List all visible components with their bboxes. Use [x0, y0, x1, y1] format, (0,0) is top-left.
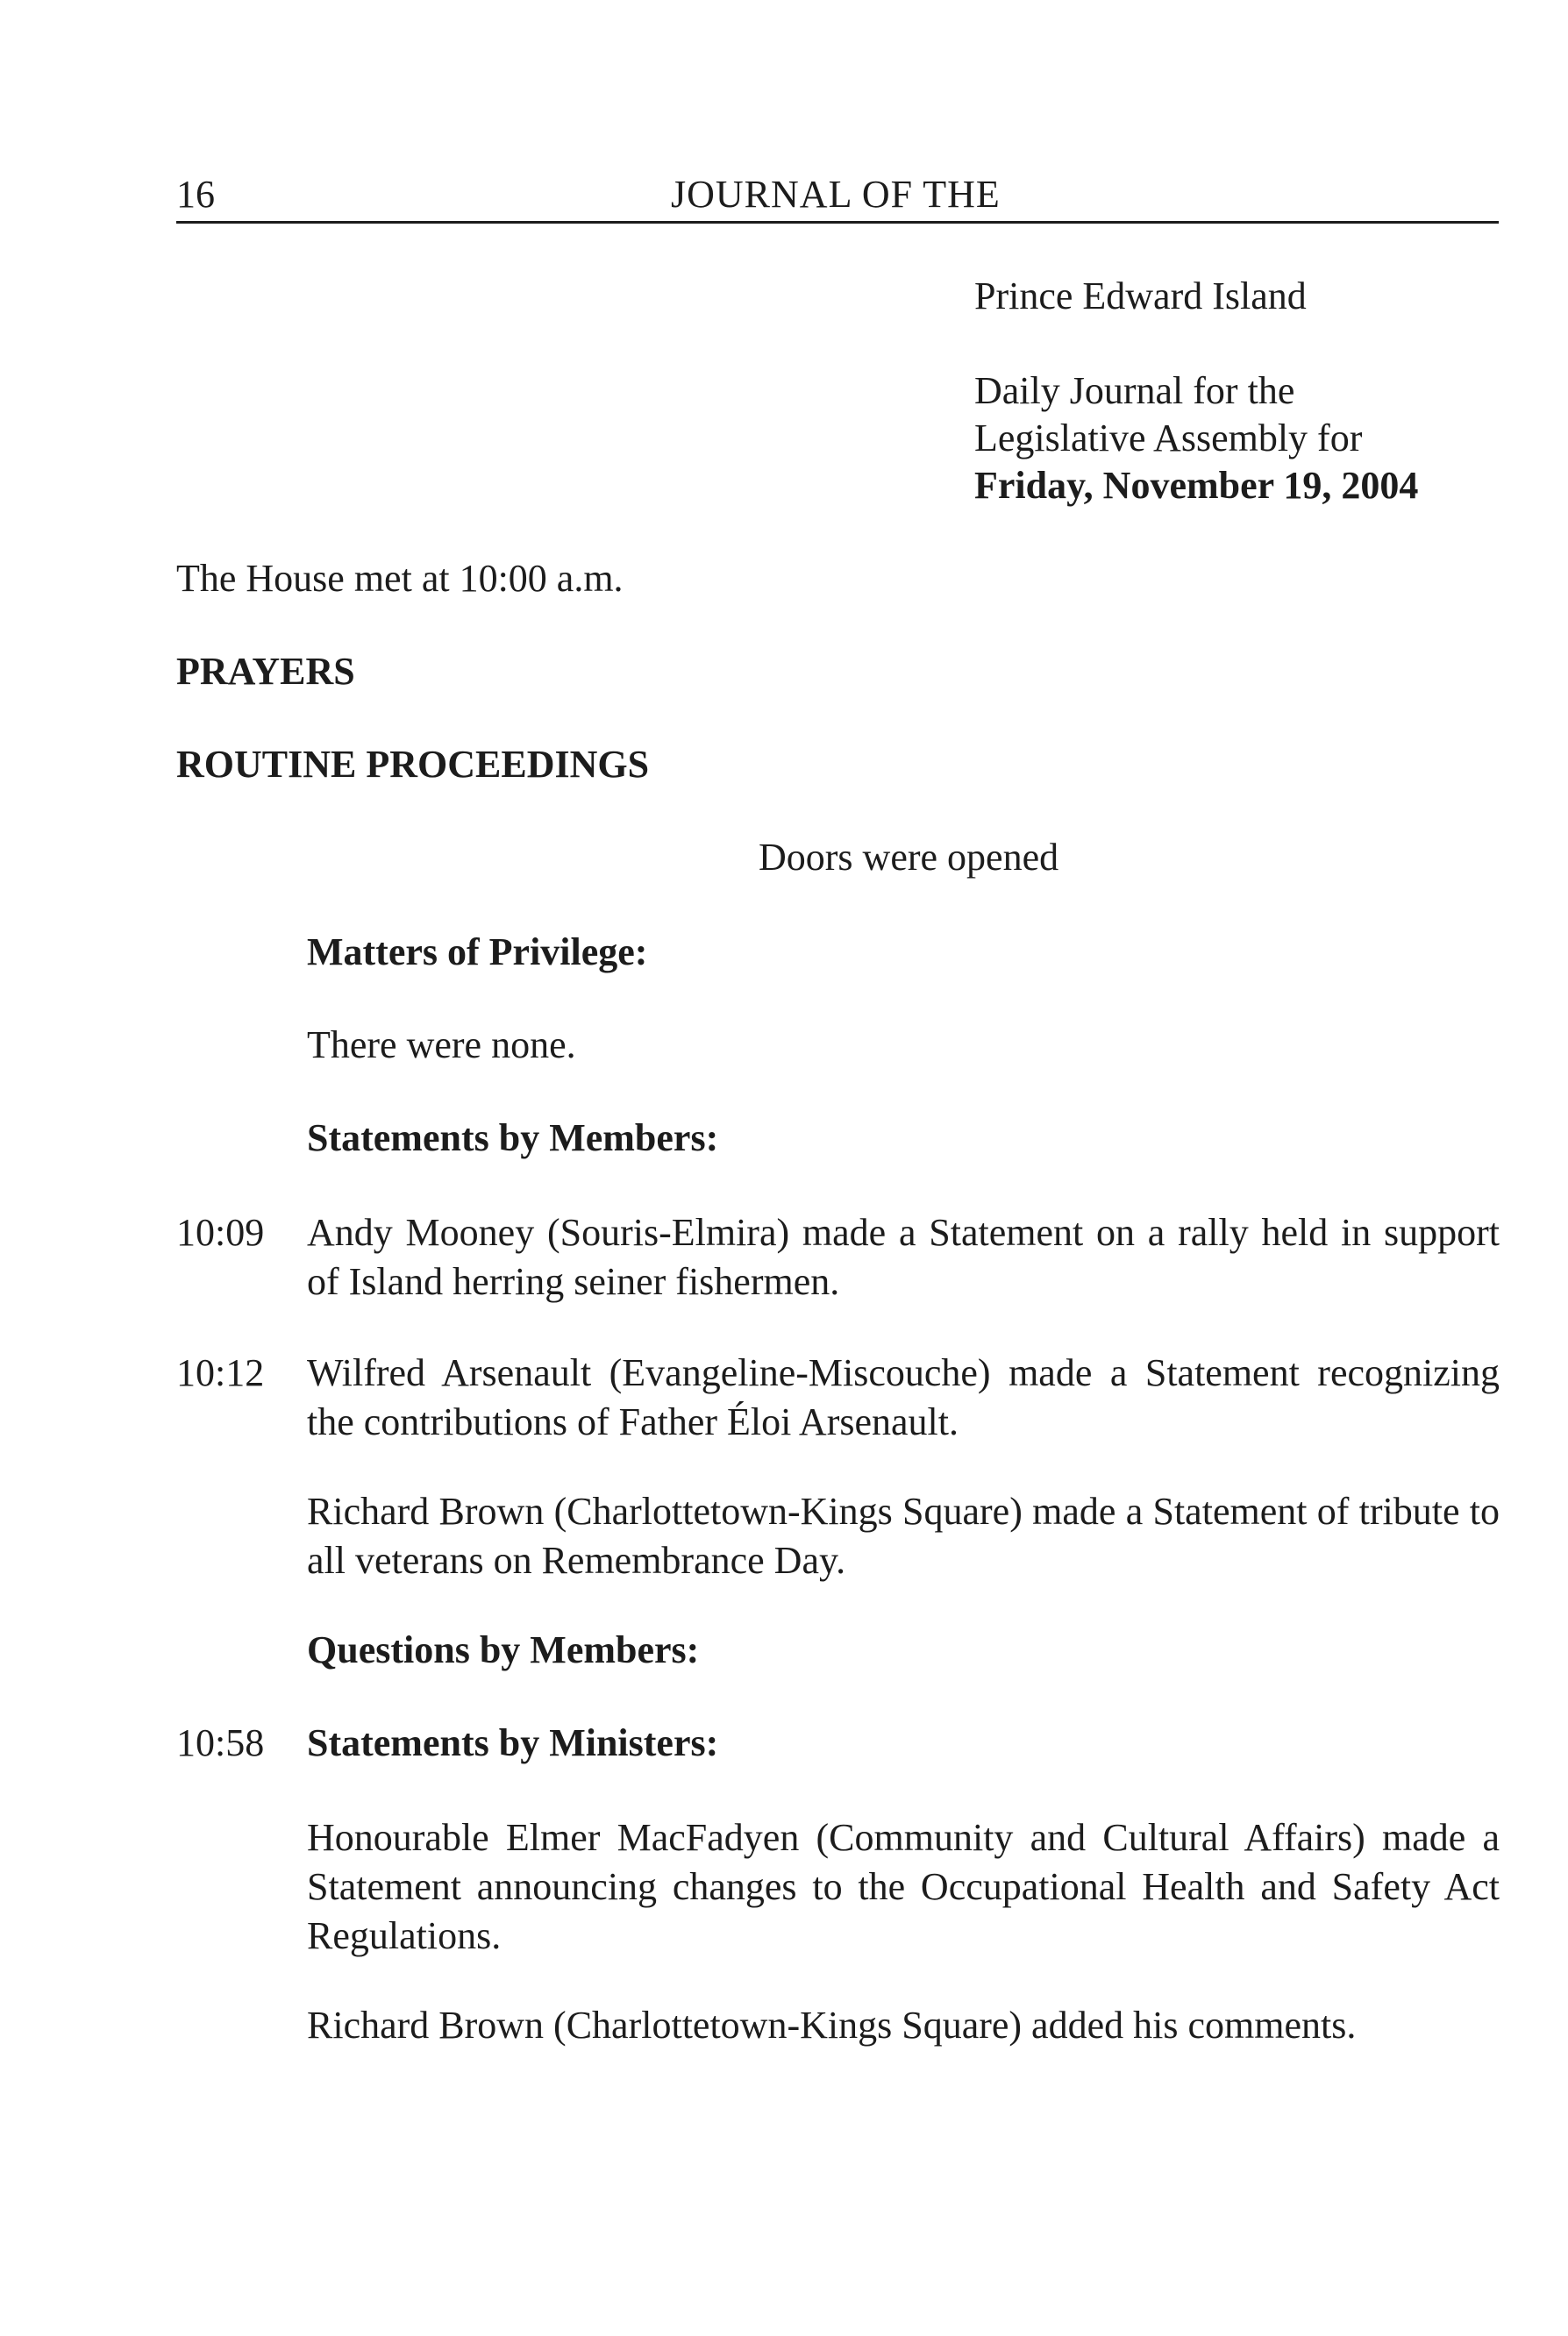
questions-by-members-heading: Questions by Members:	[307, 1628, 700, 1671]
journal-date: Friday, November 19, 2004	[974, 464, 1419, 507]
privilege-heading: Matters of Privilege:	[307, 930, 648, 973]
member-statement: Richard Brown (Charlottetown-Kings Square) made a Statement of tribute to all veterans on Remembrance Day.	[307, 1490, 1500, 1582]
entry-time: 10:09	[176, 1211, 265, 1254]
running-title: JOURNAL OF THE	[671, 173, 1001, 216]
comment-entry: Richard Brown (Charlottetown-Kings Square) added his comments.	[307, 2004, 1357, 2047]
running-header	[176, 168, 1499, 224]
privilege-text: There were none.	[307, 1023, 576, 1066]
member-statement: Wilfred Arsenault (Evangeline-Miscouche) made a Statement recognizing the contributions of Father Éloi Arsenault.	[307, 1351, 1500, 1443]
statements-by-members-heading: Statements by Members:	[307, 1116, 719, 1159]
member-statement: Andy Mooney (Souris-Elmira) made a Statement on a rally held in support of Island herring seiner fishermen.	[307, 1211, 1500, 1303]
province-name: Prince Edward Island	[974, 274, 1307, 317]
statements-by-ministers-heading: Statements by Ministers:	[307, 1721, 719, 1764]
prayers-heading: PRAYERS	[176, 650, 355, 693]
doors-opened-text: Doors were opened	[759, 836, 1059, 879]
journal-title-line-1: Daily Journal for the	[974, 369, 1295, 412]
house-met-text: The House met at 10:00 a.m.	[176, 557, 624, 600]
entry-time: 10:12	[176, 1351, 265, 1394]
minister-statement: Honourable Elmer MacFadyen (Community and Cultural Affairs) made a Statement announcing changes to the Occupational Health and Safety Act Regulations.	[307, 1816, 1500, 1957]
journal-title-line-2: Legislative Assembly for	[974, 417, 1363, 459]
entry-time: 10:58	[176, 1721, 265, 1764]
page-number: 16	[176, 173, 215, 216]
routine-proceedings-heading: ROUTINE PROCEEDINGS	[176, 743, 650, 786]
